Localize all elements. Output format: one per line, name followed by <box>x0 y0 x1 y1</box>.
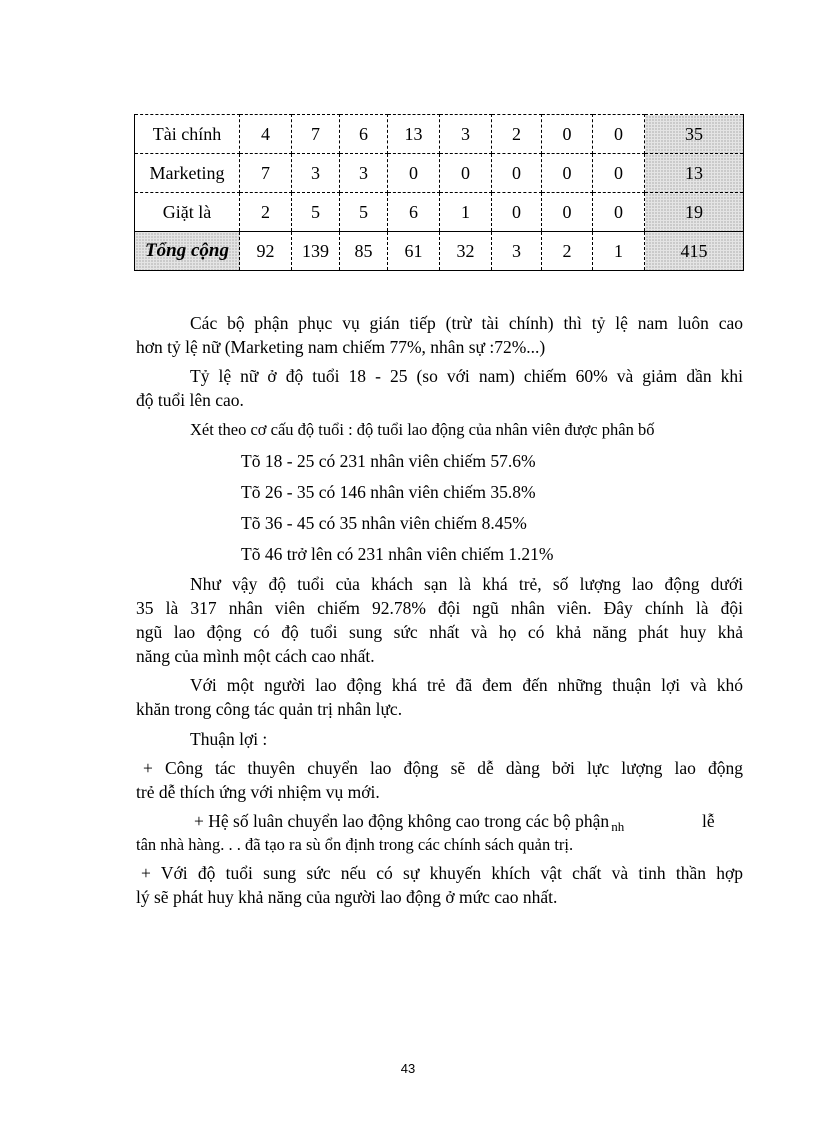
table-cell: 0 <box>440 154 492 193</box>
age-list-item: Tõ 46 trở lên có 231 nhân viên chiếm 1.21% <box>241 544 554 564</box>
table-cell: 4 <box>240 115 292 154</box>
bullet-text: + Hệ số luân chuyển lao động không cao trong các bộ phận <box>194 811 610 831</box>
table-cell: 0 <box>388 154 440 193</box>
paragraph-line: Với một người lao động khá trẻ đã đem đến những thuận lợi và khó <box>190 675 743 695</box>
table-cell: 5 <box>340 193 388 232</box>
table-cell: 2 <box>240 193 292 232</box>
table-cell: 3 <box>292 154 340 193</box>
table-cell: 92 <box>240 232 292 271</box>
table-cell: 61 <box>388 232 440 271</box>
table-cell: 0 <box>593 193 645 232</box>
paragraph-line: hơn tỷ lệ nữ (Marketing nam chiếm 77%, nhân sự :72%...) <box>136 337 546 357</box>
table-cell: 0 <box>492 193 542 232</box>
table-cell: 13 <box>388 115 440 154</box>
table-total-row <box>135 232 744 271</box>
table-cell: 0 <box>542 193 593 232</box>
table-row <box>135 115 744 154</box>
department-age-table <box>134 114 744 271</box>
grand-total: 415 <box>645 232 744 271</box>
row-total: 35 <box>645 115 744 154</box>
table-cell: 6 <box>340 115 388 154</box>
bullet-line: lý sẽ phát huy khả năng của người lao động ở mức cao nhất. <box>136 887 558 907</box>
table-cell: 0 <box>593 115 645 154</box>
table-cell: 3 <box>340 154 388 193</box>
paragraph-line: độ tuổi lên cao. <box>136 390 244 410</box>
row-label: Marketing <box>135 154 240 193</box>
row-label: Giặt là <box>135 193 240 232</box>
paragraph-line: ngũ lao động có độ tuổi sung sức nhất và họ có khả năng phát huy khả <box>136 622 743 642</box>
table-cell: 32 <box>440 232 492 271</box>
section-heading: Thuận lợi : <box>190 729 268 749</box>
row-label: Tài chính <box>135 115 240 154</box>
paragraph-line: năng của mình một cách cao nhất. <box>136 646 375 666</box>
age-list-item: Tõ 18 - 25 có 231 nhân viên chiếm 57.6% <box>241 451 536 471</box>
table-cell: 3 <box>440 115 492 154</box>
bullet-line: trẻ dễ thích ứng với nhiệm vụ mới. <box>136 782 380 802</box>
table-cell: 6 <box>388 193 440 232</box>
paragraph-line: Tỷ lệ nữ ở độ tuổi 18 - 25 (so với nam) chiếm 60% và giảm dần khi <box>190 366 743 386</box>
table-cell: 139 <box>292 232 340 271</box>
table-cell: 2 <box>542 232 593 271</box>
table-cell: 85 <box>340 232 388 271</box>
total-row-label: Tổng cộng <box>135 232 240 271</box>
row-total: 13 <box>645 154 744 193</box>
table-cell: 0 <box>492 154 542 193</box>
bullet-line: + Với độ tuổi sung sức nếu có sự khuyến khích vật chất và tinh thần hợp <box>141 863 743 883</box>
paragraph-line: Xét theo cơ cấu độ tuổi : độ tuổi lao động của nhân viên được phân bố <box>190 420 655 439</box>
row-total: 19 <box>645 193 744 232</box>
table-cell: 7 <box>240 154 292 193</box>
table-row <box>135 154 744 193</box>
table-cell: 0 <box>593 154 645 193</box>
table-cell: 1 <box>593 232 645 271</box>
paragraph-line: Các bộ phận phục vụ gián tiếp (trừ tài chính) thì tỷ lệ nam luôn cao <box>190 313 743 333</box>
page-number: 43 <box>400 1061 416 1076</box>
bullet-line: tân nhà hàng. . . đã tạo ra sù ổn định trong các chính sách quản trị. <box>136 835 574 854</box>
table-cell: 3 <box>492 232 542 271</box>
table-cell: 0 <box>542 154 593 193</box>
bullet-line <box>194 809 632 835</box>
bullet-line-end: lễ <box>702 811 715 831</box>
age-list-item: Tõ 26 - 35 có 146 nhân viên chiếm 35.8% <box>241 482 536 502</box>
table-row <box>135 193 744 232</box>
paragraph-line: khăn trong công tác quản trị nhân lực. <box>136 699 403 719</box>
age-list-item: Tõ 36 - 45 có 35 nhân viên chiếm 8.45% <box>241 513 527 533</box>
table-cell: 1 <box>440 193 492 232</box>
table-cell: 7 <box>292 115 340 154</box>
table-cell: 5 <box>292 193 340 232</box>
table-cell: 2 <box>492 115 542 154</box>
bullet-line: + Công tác thuyên chuyển lao động sẽ dễ dàng bởi lực lượng lao động <box>143 758 743 778</box>
paragraph-line: Như vậy độ tuổi của khách sạn là khá trẻ, số lượng lao động dưới <box>190 574 743 594</box>
table-cell: 0 <box>542 115 593 154</box>
subscript-fragment: nh <box>611 819 625 834</box>
paragraph-line: 35 là 317 nhân viên chiếm 92.78% đội ngũ nhân viên. Đây chính là đội <box>136 598 743 618</box>
